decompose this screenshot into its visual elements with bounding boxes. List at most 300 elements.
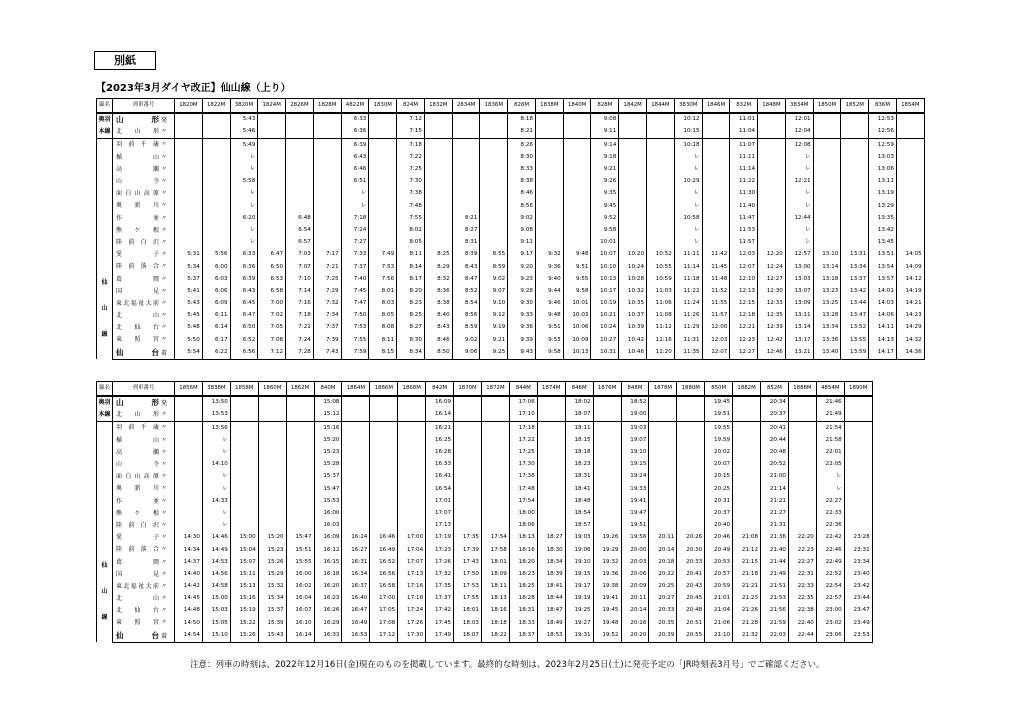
- time-cell: [313, 152, 341, 164]
- time-cell: [788, 459, 816, 471]
- time-cell: [758, 237, 786, 249]
- time-cell: 11:16: [647, 334, 675, 346]
- time-cell: 19:27: [565, 617, 593, 629]
- time-cell: 13:17: [785, 334, 813, 346]
- time-cell: [758, 200, 786, 212]
- station-row: [97, 630, 873, 643]
- time-cell: [369, 139, 397, 152]
- time-cell: [647, 139, 675, 152]
- time-cell: 18:27: [537, 532, 565, 544]
- time-cell: 13:59: [841, 347, 869, 360]
- time-cell: 7:08: [258, 334, 286, 346]
- station-label: 北仙台: [116, 607, 159, 615]
- train-number: 3820M: [230, 99, 258, 114]
- timetable-title: 【2023年3月ダイヤ改正】仙山線（上り）: [96, 83, 291, 94]
- station-label: 奥新川: [116, 202, 159, 210]
- time-cell: [563, 113, 591, 126]
- time-cell: 20:26: [677, 532, 705, 544]
- time-cell: レ: [230, 152, 258, 164]
- time-cell: 16:56: [370, 569, 398, 581]
- time-cell: [733, 508, 761, 520]
- time-cell: 20:46: [705, 532, 733, 544]
- train-number: 826M: [508, 99, 536, 114]
- train-number: 832M: [730, 99, 758, 114]
- station-label: 仙台: [116, 630, 159, 640]
- time-cell: 15:08: [314, 396, 342, 409]
- time-cell: 20:15: [705, 471, 733, 483]
- time-cell: 14:50: [175, 617, 203, 629]
- station-row: [97, 310, 925, 322]
- time-cell: [702, 126, 730, 139]
- station-suffix: 〃: [160, 497, 167, 505]
- time-cell: 15:20: [314, 435, 342, 447]
- time-cell: 23:02: [816, 617, 844, 629]
- time-cell: 10:06: [563, 322, 591, 334]
- time-cell: 10:10: [591, 261, 619, 273]
- time-cell: レ: [816, 471, 844, 483]
- time-cell: 16:25: [426, 435, 454, 447]
- time-cell: [454, 447, 482, 459]
- time-cell: 17:55: [454, 593, 482, 605]
- time-cell: [649, 459, 677, 471]
- time-cell: [202, 200, 230, 212]
- station-label: 奥新川: [116, 485, 159, 493]
- time-cell: 9:55: [563, 273, 591, 285]
- time-cell: 13:40: [813, 347, 841, 360]
- time-cell: 14:30: [175, 532, 203, 544]
- time-cell: 17:58: [481, 544, 509, 556]
- time-cell: 6:11: [202, 310, 230, 322]
- time-cell: [370, 471, 398, 483]
- station-suffix: 〃: [160, 299, 167, 307]
- time-cell: レ: [230, 188, 258, 200]
- time-cell: 22:46: [816, 544, 844, 556]
- station-suffix: 〃: [160, 570, 167, 578]
- time-cell: 9:11: [591, 126, 619, 139]
- time-cell: 20:43: [677, 581, 705, 593]
- time-cell: 9:35: [591, 188, 619, 200]
- train-number: 1828M: [313, 99, 341, 114]
- time-cell: [896, 200, 924, 212]
- time-cell: 11:42: [702, 249, 730, 261]
- station-name: [113, 139, 175, 152]
- time-cell: 11:57: [702, 310, 730, 322]
- time-cell: 8:40: [424, 310, 452, 322]
- time-cell: 21:21: [733, 581, 761, 593]
- time-cell: [844, 396, 872, 409]
- station-name: [113, 152, 175, 164]
- time-cell: 12:44: [785, 213, 813, 225]
- time-cell: [398, 459, 426, 471]
- time-cell: 18:06: [509, 520, 537, 532]
- time-cell: [202, 126, 230, 139]
- station-suffix: 〃: [160, 226, 167, 234]
- time-cell: 8:36: [424, 286, 452, 298]
- time-cell: 13:53: [202, 409, 230, 422]
- time-cell: 18:31: [565, 471, 593, 483]
- time-cell: [733, 471, 761, 483]
- time-cell: [258, 396, 286, 409]
- time-cell: [788, 422, 816, 435]
- time-cell: [788, 496, 816, 508]
- time-cell: 19:10: [565, 556, 593, 568]
- time-cell: 6:48: [286, 213, 314, 225]
- time-cell: [230, 508, 258, 520]
- time-cell: 19:31: [565, 630, 593, 643]
- time-cell: 12:35: [758, 310, 786, 322]
- time-cell: [677, 396, 705, 409]
- time-cell: [481, 435, 509, 447]
- station-suffix: 〃: [160, 238, 167, 246]
- time-cell: 8:32: [424, 273, 452, 285]
- time-cell: 7:30: [397, 176, 425, 188]
- time-cell: 6:09: [202, 298, 230, 310]
- time-cell: 6:46: [341, 164, 369, 176]
- time-cell: [286, 113, 314, 126]
- time-cell: 20:18: [649, 556, 677, 568]
- time-cell: [844, 422, 872, 435]
- time-cell: 6:20: [230, 213, 258, 225]
- station-label: 面白山高原: [116, 190, 159, 198]
- time-cell: [481, 459, 509, 471]
- time-cell: 19:41: [621, 496, 649, 508]
- time-cell: [677, 471, 705, 483]
- time-cell: [593, 447, 621, 459]
- time-cell: 8:20: [397, 286, 425, 298]
- time-cell: 9:39: [508, 334, 536, 346]
- station-label: 羽前千歳: [116, 424, 159, 432]
- time-cell: 7:34: [313, 310, 341, 322]
- station-name: [113, 113, 175, 126]
- station-name: [113, 471, 175, 483]
- header-train-no: 列車番号: [113, 382, 175, 397]
- time-cell: 21:00: [761, 471, 789, 483]
- time-cell: 9:10: [480, 298, 508, 310]
- time-cell: [424, 113, 452, 126]
- time-cell: [593, 409, 621, 422]
- time-cell: 7:28: [286, 347, 314, 360]
- time-cell: [313, 164, 341, 176]
- time-cell: 9:58: [535, 347, 563, 360]
- time-cell: 7:10: [286, 273, 314, 285]
- time-cell: [896, 213, 924, 225]
- time-cell: 19:45: [705, 396, 733, 409]
- time-cell: 15:26: [258, 556, 286, 568]
- time-cell: [841, 176, 869, 188]
- time-cell: 6:14: [202, 322, 230, 334]
- time-cell: 18:15: [565, 435, 593, 447]
- time-cell: 18:16: [481, 605, 509, 617]
- time-cell: 10:20: [619, 249, 647, 261]
- time-cell: 8:54: [452, 298, 480, 310]
- time-cell: 18:09: [481, 569, 509, 581]
- time-cell: [480, 225, 508, 237]
- time-cell: 17:18: [398, 593, 426, 605]
- time-cell: 18:41: [537, 581, 565, 593]
- time-cell: 7:27: [341, 237, 369, 249]
- time-cell: [896, 164, 924, 176]
- time-cell: 14:48: [175, 605, 203, 617]
- time-cell: 12:46: [758, 347, 786, 360]
- time-cell: 19:17: [565, 581, 593, 593]
- station-row: [97, 188, 925, 200]
- time-cell: 7:45: [341, 286, 369, 298]
- time-cell: 11:04: [730, 126, 758, 139]
- time-cell: 9:52: [591, 213, 619, 225]
- time-cell: [175, 152, 203, 164]
- time-cell: [841, 152, 869, 164]
- time-cell: [370, 447, 398, 459]
- time-cell: 6:56: [230, 347, 258, 360]
- time-cell: [563, 225, 591, 237]
- time-cell: 21:14: [761, 483, 789, 495]
- time-cell: 8:31: [452, 237, 480, 249]
- time-cell: 10:55: [647, 261, 675, 273]
- time-cell: 22:31: [788, 569, 816, 581]
- time-cell: [258, 113, 286, 126]
- time-cell: 15:05: [202, 617, 230, 629]
- time-cell: 22:03: [761, 630, 789, 643]
- time-cell: [369, 237, 397, 249]
- time-cell: 11:11: [674, 249, 702, 261]
- time-cell: [841, 113, 869, 126]
- time-cell: 12:18: [730, 310, 758, 322]
- station-suffix: 〃: [160, 534, 167, 542]
- time-cell: 16:49: [342, 617, 370, 629]
- time-cell: 8:14: [397, 261, 425, 273]
- station-name: [113, 396, 175, 409]
- time-cell: 19:36: [593, 569, 621, 581]
- time-cell: 15:19: [230, 605, 258, 617]
- time-cell: [535, 126, 563, 139]
- time-cell: 16:29: [314, 617, 342, 629]
- time-cell: 8:18: [508, 113, 536, 126]
- time-cell: [813, 113, 841, 126]
- time-cell: [452, 126, 480, 139]
- station-row: [97, 126, 925, 139]
- time-cell: [563, 213, 591, 225]
- time-cell: [649, 483, 677, 495]
- time-cell: [258, 520, 286, 532]
- time-cell: 21:01: [705, 593, 733, 605]
- time-cell: 17:13: [398, 569, 426, 581]
- time-cell: 6:22: [202, 347, 230, 360]
- time-cell: 5:54: [175, 347, 203, 360]
- time-cell: 10:15: [674, 126, 702, 139]
- time-cell: 10:28: [619, 273, 647, 285]
- time-cell: 6:47: [258, 249, 286, 261]
- time-cell: [369, 176, 397, 188]
- time-cell: [452, 164, 480, 176]
- time-cell: [286, 508, 314, 520]
- time-cell: [398, 520, 426, 532]
- time-cell: 10:39: [619, 322, 647, 334]
- time-cell: 10:12: [674, 113, 702, 126]
- time-cell: [649, 409, 677, 422]
- time-cell: [230, 496, 258, 508]
- time-cell: 12:08: [785, 139, 813, 152]
- time-cell: 13:51: [869, 249, 897, 261]
- time-cell: [813, 126, 841, 139]
- time-cell: 12:03: [702, 334, 730, 346]
- time-cell: 11:12: [647, 322, 675, 334]
- train-number: 3838M: [202, 382, 230, 397]
- time-cell: 20:27: [649, 593, 677, 605]
- time-cell: 21:27: [761, 508, 789, 520]
- time-cell: 20:37: [761, 409, 789, 422]
- train-number: 836M: [869, 99, 897, 114]
- time-cell: [398, 396, 426, 409]
- time-cell: 6:33: [341, 113, 369, 126]
- line-name-ou: [97, 396, 113, 422]
- time-cell: [342, 520, 370, 532]
- time-cell: [481, 483, 509, 495]
- time-cell: 10:42: [619, 334, 647, 346]
- time-cell: 10:46: [619, 347, 647, 360]
- station-name: [113, 520, 175, 532]
- time-cell: 15:11: [230, 569, 258, 581]
- station-suffix: 〃: [160, 214, 167, 222]
- time-cell: [537, 459, 565, 471]
- time-cell: 21:49: [761, 569, 789, 581]
- station-name: [113, 496, 175, 508]
- time-cell: レ: [785, 164, 813, 176]
- time-cell: [481, 520, 509, 532]
- line-name-ou-top: 奥羽: [98, 399, 111, 407]
- time-cell: 15:53: [314, 496, 342, 508]
- time-cell: 10:07: [591, 249, 619, 261]
- time-cell: 16:49: [370, 544, 398, 556]
- line-name-senzan-1: 仙: [101, 562, 108, 570]
- time-cell: 20:34: [761, 396, 789, 409]
- time-cell: 8:59: [452, 322, 480, 334]
- time-cell: [563, 164, 591, 176]
- time-cell: [844, 508, 872, 520]
- time-cell: 6:47: [230, 310, 258, 322]
- time-cell: 10:24: [591, 322, 619, 334]
- station-row: [97, 435, 873, 447]
- time-cell: 23:42: [844, 581, 872, 593]
- station-suffix: 〃: [160, 509, 167, 517]
- time-cell: 7:25: [313, 273, 341, 285]
- time-cell: 6:51: [341, 176, 369, 188]
- time-cell: 11:26: [674, 310, 702, 322]
- time-cell: [454, 496, 482, 508]
- station-suffix: 〃: [160, 448, 167, 456]
- time-cell: 5:37: [175, 273, 203, 285]
- time-cell: 8:43: [452, 261, 480, 273]
- time-cell: [619, 139, 647, 152]
- time-cell: 12:00: [702, 322, 730, 334]
- time-cell: 9:51: [563, 261, 591, 273]
- time-cell: 6:33: [230, 249, 258, 261]
- time-cell: [342, 396, 370, 409]
- time-cell: 21:54: [816, 422, 844, 435]
- time-cell: [258, 139, 286, 152]
- time-cell: [677, 496, 705, 508]
- time-cell: 20:37: [705, 508, 733, 520]
- time-cell: [258, 409, 286, 422]
- time-cell: 8:34: [397, 347, 425, 360]
- train-number: 1870M: [454, 382, 482, 397]
- time-cell: [619, 225, 647, 237]
- time-cell: 7:21: [313, 261, 341, 273]
- time-cell: [896, 225, 924, 237]
- time-cell: [258, 152, 286, 164]
- time-cell: [480, 139, 508, 152]
- time-cell: 8:56: [508, 200, 536, 212]
- station-suffix: 〃: [160, 461, 167, 469]
- time-cell: [175, 188, 203, 200]
- time-cell: 20:53: [705, 556, 733, 568]
- time-cell: [619, 176, 647, 188]
- time-cell: 6:17: [202, 334, 230, 346]
- time-cell: [175, 520, 203, 532]
- station-name: [113, 213, 175, 225]
- time-cell: レ: [785, 152, 813, 164]
- time-cell: [424, 213, 452, 225]
- train-number: 1836M: [480, 99, 508, 114]
- time-cell: [896, 188, 924, 200]
- time-cell: [841, 126, 869, 139]
- time-cell: [758, 152, 786, 164]
- time-cell: 18:23: [565, 459, 593, 471]
- time-cell: 19:29: [593, 544, 621, 556]
- station-row: [97, 483, 873, 495]
- time-cell: 7:39: [313, 334, 341, 346]
- time-cell: 19:25: [565, 605, 593, 617]
- time-cell: 17:39: [454, 544, 482, 556]
- time-cell: 13:25: [813, 298, 841, 310]
- time-cell: [535, 113, 563, 126]
- time-cell: [286, 152, 314, 164]
- time-cell: [202, 225, 230, 237]
- time-cell: [370, 508, 398, 520]
- time-cell: 7:29: [313, 286, 341, 298]
- time-cell: 9:36: [508, 322, 536, 334]
- station-label: 楯山: [116, 153, 159, 161]
- time-cell: 21:31: [761, 520, 789, 532]
- time-cell: 16:41: [426, 471, 454, 483]
- time-cell: 9:44: [535, 286, 563, 298]
- time-cell: [537, 520, 565, 532]
- time-cell: 14:37: [175, 556, 203, 568]
- time-cell: [788, 447, 816, 459]
- station-row: [97, 237, 925, 249]
- station-row: [97, 593, 873, 605]
- time-cell: 17:10: [509, 409, 537, 422]
- time-cell: [563, 139, 591, 152]
- time-cell: [342, 496, 370, 508]
- time-cell: 8:11: [397, 249, 425, 261]
- time-cell: 9:36: [535, 261, 563, 273]
- time-cell: [537, 409, 565, 422]
- train-number: 1862M: [286, 382, 314, 397]
- time-cell: [202, 188, 230, 200]
- time-cell: 13:35: [869, 213, 897, 225]
- time-cell: [647, 113, 675, 126]
- time-cell: 11:57: [730, 237, 758, 249]
- time-cell: 20:22: [649, 569, 677, 581]
- time-cell: [677, 435, 705, 447]
- time-cell: 7:24: [286, 334, 314, 346]
- station-name: [113, 164, 175, 176]
- time-cell: [175, 176, 203, 188]
- time-cell: 17:16: [398, 581, 426, 593]
- time-cell: [286, 422, 314, 435]
- time-cell: [535, 152, 563, 164]
- time-cell: 11:47: [730, 213, 758, 225]
